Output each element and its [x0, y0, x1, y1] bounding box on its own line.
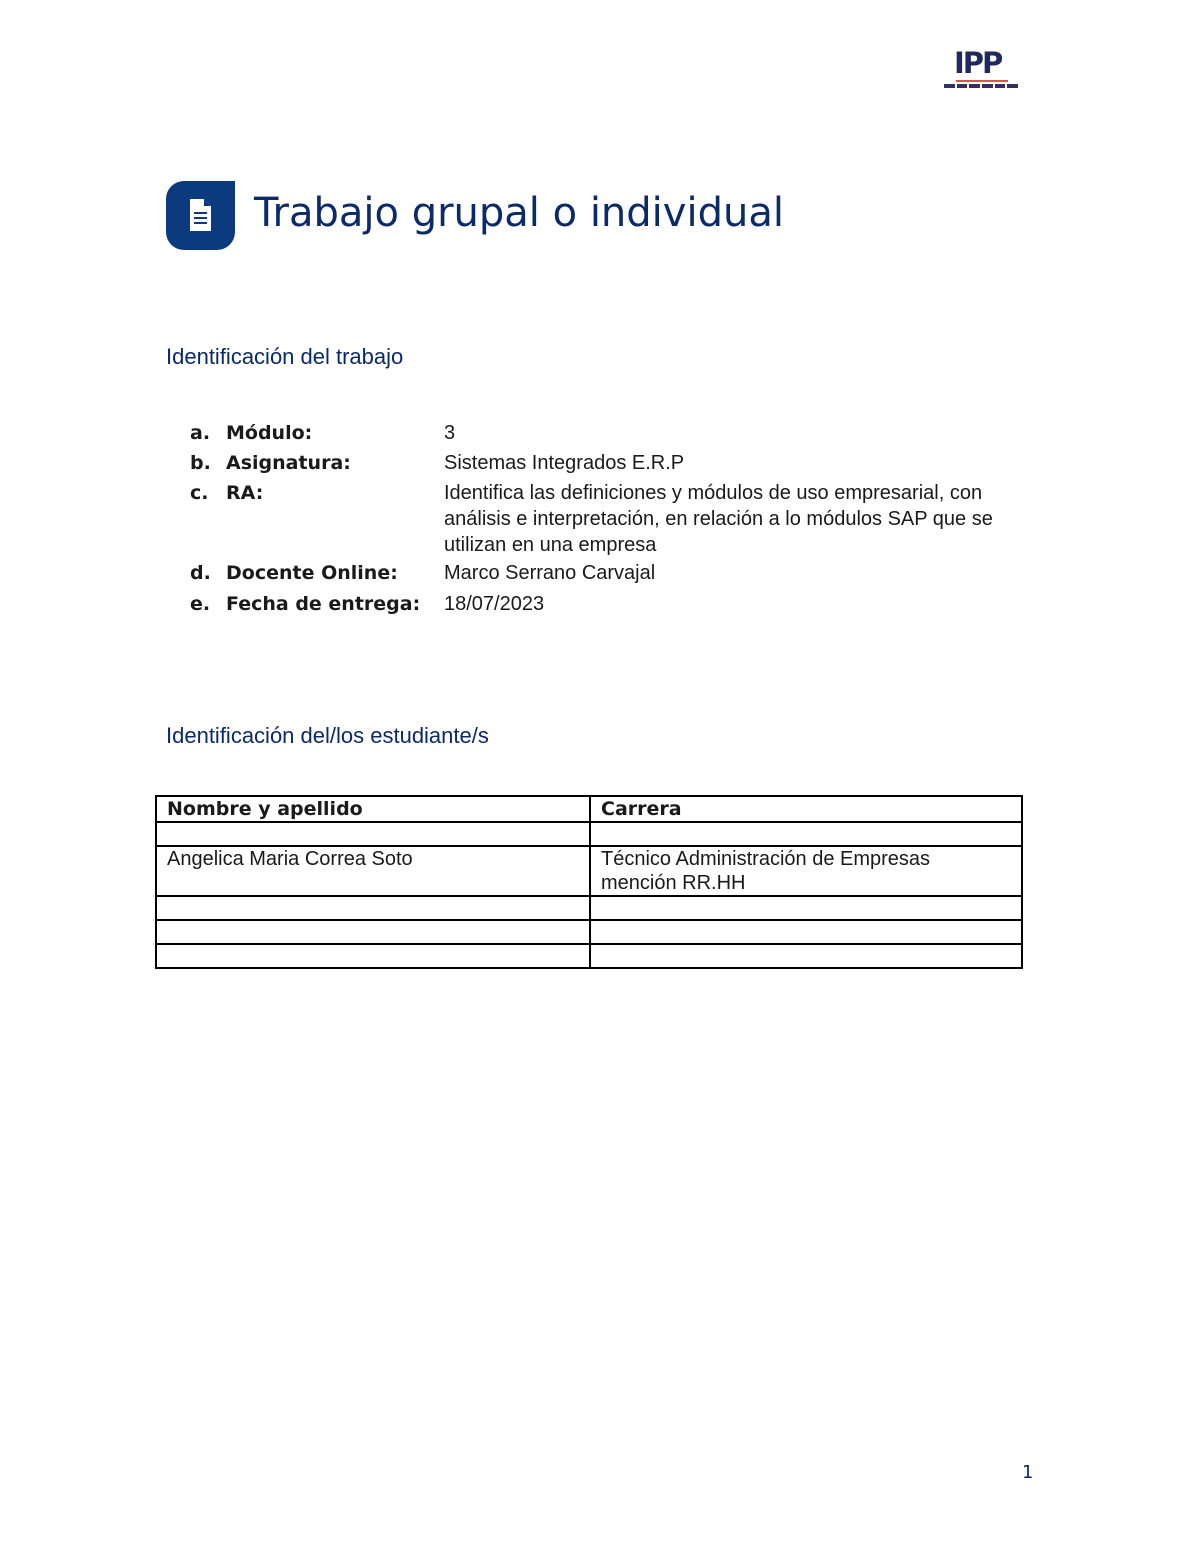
- logo-subtitle-graphic: [944, 84, 1018, 89]
- cell-name: Angelica Maria Correa Soto: [156, 846, 590, 896]
- logo-accent-bar: [956, 80, 1008, 82]
- table-row: [156, 896, 1022, 920]
- header-name: Nombre y apellido: [156, 796, 590, 822]
- info-letter: a.: [190, 422, 211, 444]
- info-value: 18/07/2023: [444, 593, 545, 615]
- section-title-work: Identificación del trabajo: [166, 344, 404, 369]
- header-career: Carrera: [590, 796, 1022, 822]
- info-value: Marco Serrano Carvajal: [444, 562, 656, 584]
- table-header-row: [156, 796, 1022, 822]
- students-table: [155, 795, 1023, 969]
- table-row: [156, 944, 1022, 968]
- page-number: 1: [1022, 1462, 1034, 1483]
- info-label: Módulo:: [226, 422, 313, 444]
- cell-career: Técnico Administración de Empresas mención RR.HH: [590, 846, 1022, 896]
- section-title-students: Identificación del/los estudiante/s: [166, 723, 489, 748]
- info-letter: d.: [190, 562, 211, 584]
- cell-name: [156, 920, 590, 944]
- info-value: Sistemas Integrados E.R.P: [444, 452, 685, 474]
- info-value: Identifica las definiciones y módulos de uso empresarial, con análisis e interpretación, en relación a lo módulos SAP que se utilizan en una empresa: [444, 482, 993, 556]
- info-letter: e.: [190, 593, 211, 615]
- info-letter: c.: [190, 482, 209, 504]
- cell-career: [590, 920, 1022, 944]
- info-label: RA:: [226, 482, 264, 504]
- info-label: Asignatura:: [226, 452, 351, 474]
- ipp-logo: [942, 48, 1020, 94]
- page-title: Trabajo grupal o individual: [254, 190, 784, 236]
- logo-text: IPP: [954, 46, 1002, 80]
- info-value: 3: [444, 422, 456, 444]
- table-row: [156, 846, 1022, 896]
- document-icon: [166, 181, 235, 250]
- cell-name: [156, 944, 590, 968]
- table-row: [156, 822, 1022, 846]
- info-label: Docente Online:: [226, 562, 398, 584]
- table-row: [156, 920, 1022, 944]
- cell-career: [590, 822, 1022, 846]
- cell-career: [590, 896, 1022, 920]
- cell-name: [156, 896, 590, 920]
- info-letter: b.: [190, 452, 211, 474]
- info-label: Fecha de entrega:: [226, 593, 421, 615]
- cell-career: [590, 944, 1022, 968]
- cell-name: [156, 822, 590, 846]
